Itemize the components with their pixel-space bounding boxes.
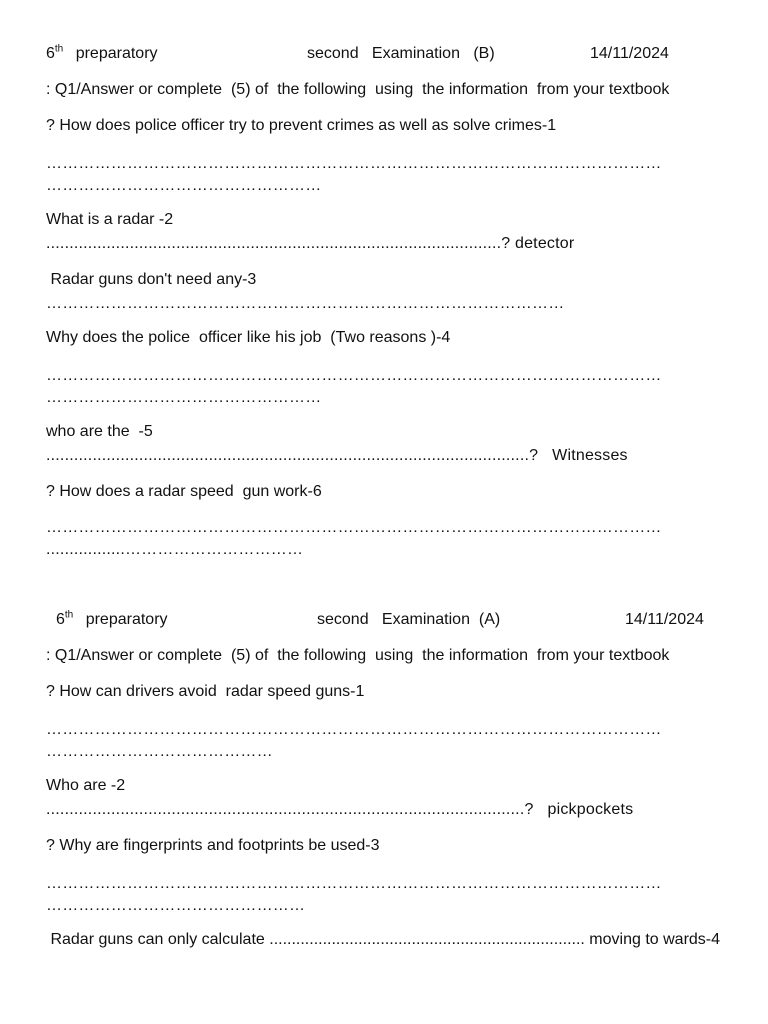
question-a-2: Who are -2 — [46, 777, 126, 794]
answer-line-a-1b: …………………………………… — [46, 743, 273, 760]
question-b-2: What is a radar -2 — [46, 211, 174, 228]
answer-line-a-3b: ………………………………………… — [46, 897, 306, 914]
question-b-5: who are the -5 — [46, 423, 153, 440]
question-a-4: Radar guns can only calculate ....................................................................... moving to wards-4 — [46, 931, 721, 948]
grade-word: preparatory — [75, 45, 158, 62]
instruction-b: : Q1/Answer or complete (5) of the following using the information from your textbook — [46, 81, 670, 98]
answer-line-b-6b: .................…………………………… — [46, 541, 304, 558]
question-a-1: ? How can drivers avoid radar speed guns-1 — [46, 683, 365, 700]
answer-line-b-5: ........................................................................................................? Witnesses — [46, 447, 628, 464]
answer-line-b-4b: …………………………………………… — [46, 389, 322, 406]
exam-date-a: 14/11/2024 — [625, 611, 704, 628]
question-b-1: ? How does police officer try to prevent crimes as well as solve crimes-1 — [46, 117, 557, 134]
question-a-3: ? Why are fingerprints and footprints be used-3 — [46, 837, 380, 854]
answer-line-a-3a: …………………………………………………………………………………………………… — [46, 875, 662, 892]
grade-level: 6th — [46, 43, 64, 62]
answer-line-b-1b: …………………………………………… — [46, 177, 322, 194]
grade-label-b — [46, 44, 158, 64]
answer-line-b-4a: …………………………………………………………………………………………………… — [46, 367, 662, 384]
instruction-a: : Q1/Answer or complete (5) of the following using the information from your textbook — [46, 647, 670, 664]
exam-title-a: second Examination (A) — [317, 611, 501, 628]
answer-line-b-2: ..................................................................................................? detector — [46, 235, 575, 252]
answer-line-b-1a: …………………………………………………………………………………………………… — [46, 155, 662, 172]
grade-label-a — [56, 610, 168, 630]
answer-line-a-1a: …………………………………………………………………………………………………… — [46, 721, 662, 738]
exam-title-b: second Examination (B) — [307, 45, 495, 62]
question-b-6: ? How does a radar speed gun work-6 — [46, 483, 322, 500]
grade-level: 6th — [56, 609, 74, 628]
answer-line-a-2: .......................................................................................................? pickpockets — [46, 801, 634, 818]
grade-word: preparatory — [85, 611, 168, 628]
answer-line-b-3: …………………………………………………………………………………… — [46, 295, 565, 312]
question-b-4: Why does the police officer like his job (Two reasons )-4 — [46, 329, 451, 346]
question-b-3: Radar guns don't need any-3 — [46, 271, 257, 288]
answer-line-b-6a: …………………………………………………………………………………………………… — [46, 519, 662, 536]
exam-date-b: 14/11/2024 — [590, 45, 669, 62]
